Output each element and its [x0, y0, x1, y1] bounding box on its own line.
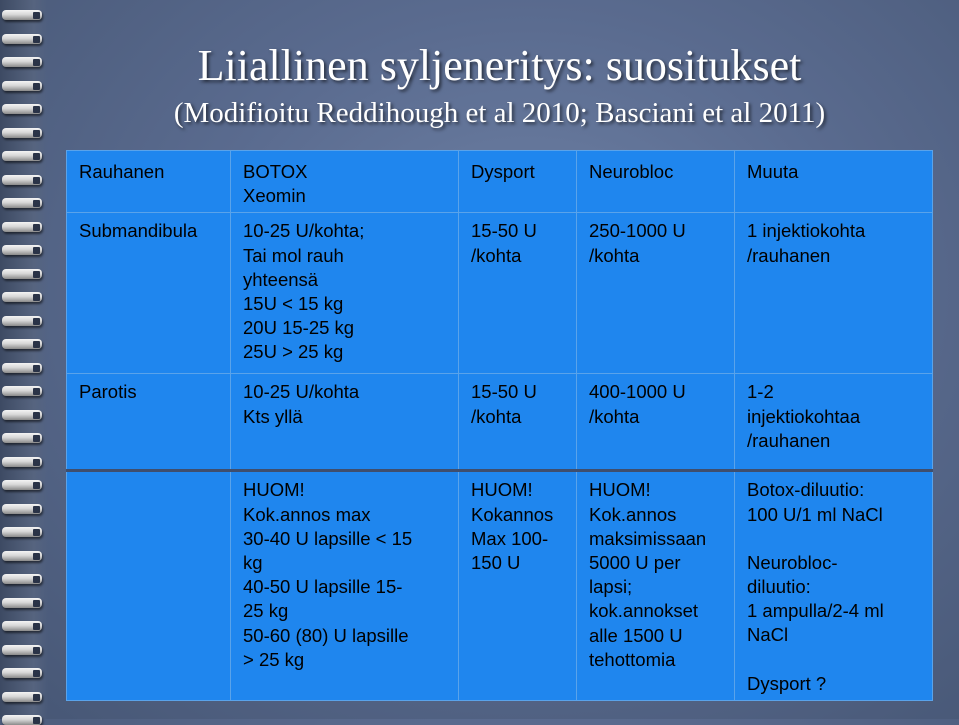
cell-other: 1 injektiokohta /rauhanen — [735, 213, 933, 374]
table-row-notes — [67, 471, 933, 700]
cell-other: 1-2 injektiokohtaa /rauhanen — [735, 374, 933, 471]
binding-ring — [2, 668, 42, 678]
header-gland: Rauhanen — [67, 151, 231, 213]
binding-ring — [2, 386, 42, 396]
binding-ring — [2, 292, 42, 302]
cell-gland — [67, 471, 231, 700]
cell-other-note: Botox-diluutio: 100 U/1 ml NaCl Neurobloc- diluutio: 1 ampulla/2-4 ml NaCl Dysport ? — [735, 471, 933, 700]
header-neurobloc: Neurobloc — [577, 151, 735, 213]
table-header-row — [67, 151, 933, 213]
table-row-submandibula — [67, 213, 933, 374]
cell-dysport: 15-50 U /kohta — [459, 213, 577, 374]
binding-ring — [2, 10, 42, 20]
cell-neurobloc-note: HUOM! Kok.annos maksimissaan 5000 U per lapsi; kok.annokset alle 1500 U tehottomia — [577, 471, 735, 700]
binding-ring — [2, 363, 42, 373]
slide-subtitle: (Modifioitu Reddihough et al 2010; Basciani et al 2011) — [173, 97, 826, 129]
cell-botox-note: HUOM! Kok.annos max 30-40 U lapsille < 15 kg 40-50 U lapsille 15- 25 kg 50-60 (80) U lapsille > 25 kg — [231, 471, 459, 700]
binding-ring — [2, 574, 42, 584]
binding-ring — [2, 57, 42, 67]
binding-ring — [2, 433, 42, 443]
binding-ring — [2, 527, 42, 537]
binding-ring — [2, 81, 42, 91]
binding-ring — [2, 104, 42, 114]
table-row-parotis — [67, 374, 933, 471]
cell-botox: 10-25 U/kohta; Tai mol rauh yhteensä 15U < 15 kg 20U 15-25 kg 25U > 25 kg — [231, 213, 459, 374]
cell-dysport: 15-50 U /kohta — [459, 374, 577, 471]
cell-neurobloc: 250-1000 U /kohta — [577, 213, 735, 374]
binding-ring — [2, 598, 42, 608]
spiral-binding — [0, 0, 48, 719]
binding-ring — [2, 715, 42, 725]
cell-gland: Submandibula — [67, 213, 231, 374]
binding-ring — [2, 151, 42, 161]
binding-ring — [2, 692, 42, 702]
binding-ring — [2, 316, 42, 326]
binding-ring — [2, 339, 42, 349]
binding-ring — [2, 504, 42, 514]
binding-ring — [2, 222, 42, 232]
binding-ring — [2, 269, 42, 279]
header-other: Muuta — [735, 151, 933, 213]
cell-neurobloc: 400-1000 U /kohta — [577, 374, 735, 471]
binding-ring — [2, 621, 42, 631]
binding-ring — [2, 551, 42, 561]
binding-ring — [2, 457, 42, 467]
binding-ring — [2, 198, 42, 208]
binding-ring — [2, 175, 42, 185]
header-dysport: Dysport — [459, 151, 577, 213]
cell-botox: 10-25 U/kohta Kts yllä — [231, 374, 459, 471]
slide-title: Liiallinen syljeneritys: suositukset — [197, 41, 802, 90]
binding-ring — [2, 480, 42, 490]
binding-ring — [2, 245, 42, 255]
binding-ring — [2, 34, 42, 44]
cell-dysport-note: HUOM! Kokannos Max 100- 150 U — [459, 471, 577, 700]
binding-ring — [2, 645, 42, 655]
dosage-table — [66, 150, 933, 701]
binding-ring — [2, 128, 42, 138]
cell-gland: Parotis — [67, 374, 231, 471]
binding-ring — [2, 410, 42, 420]
header-botox: BOTOX Xeomin — [231, 151, 459, 213]
